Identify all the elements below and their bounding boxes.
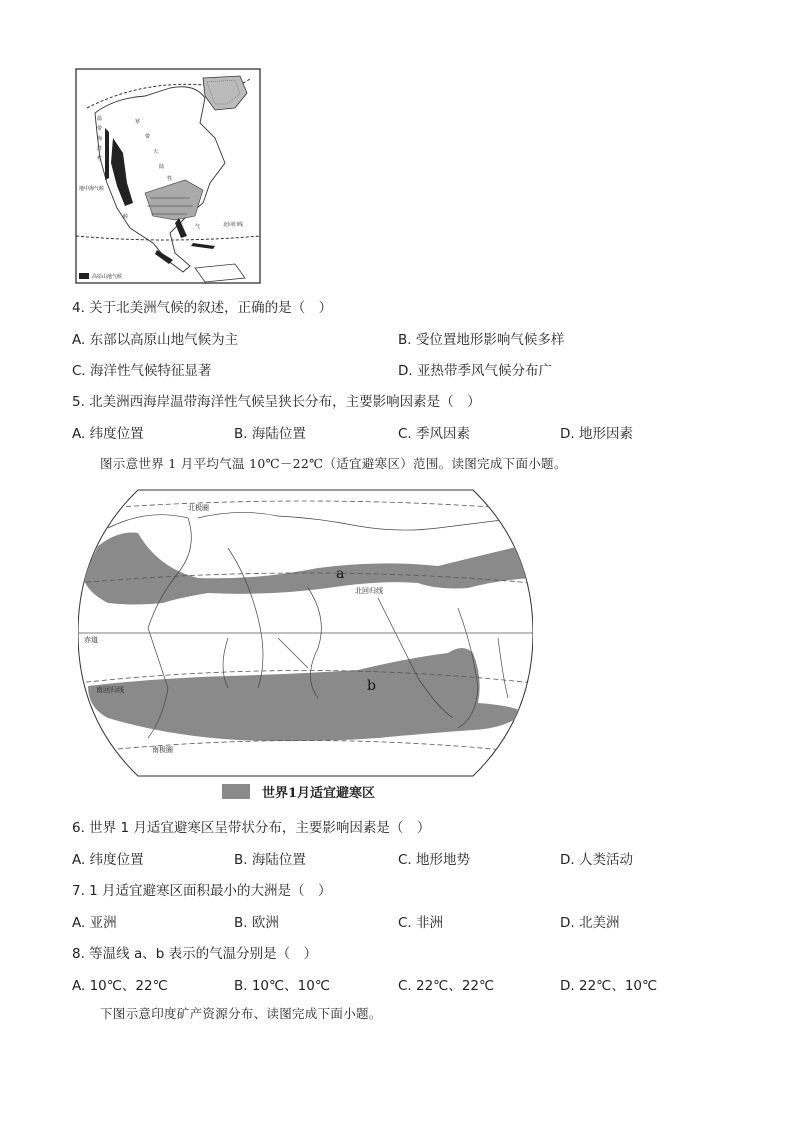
question-7-stem: 7. 1 月适宜避寒区面积最小的大洲是（ ） [72, 883, 332, 899]
question-4-option-b[interactable]: B. 受位置地形影响气候多样 [398, 332, 565, 348]
na-tropic-label: 北回归线 [223, 222, 244, 228]
isotherm-a-label: a [336, 566, 345, 582]
question-6-option-b[interactable]: B. 海陆位置 [234, 852, 306, 868]
question-7-option-b[interactable]: B. 欧洲 [234, 915, 279, 931]
legend-swatch [222, 784, 250, 799]
arctic-circle-label: 北极圈 [188, 504, 209, 512]
svg-text:海: 海 [97, 136, 103, 142]
question-6-option-a[interactable]: A. 纬度位置 [72, 852, 144, 868]
question-4-option-a[interactable]: A. 东部以高原山地气候为主 [72, 332, 239, 348]
question-5-option-b[interactable]: B. 海陆位置 [234, 426, 306, 442]
question-4-option-c[interactable]: C. 海洋性气候特征显著 [72, 363, 212, 379]
question-7-option-a[interactable]: A. 亚洲 [72, 915, 117, 931]
question-8-stem: 8. 等温线 a、b 表示的气温分别是（ ） [72, 946, 318, 962]
question-8-option-c[interactable]: C. 22℃、22℃ [398, 978, 495, 994]
world-map-intro: 图示意世界 1 月平均气温 10℃－22℃（适宜避寒区）范围。读图完成下面小题。 [100, 456, 567, 471]
legend-label: 世界1月适宜避寒区 [262, 786, 376, 801]
question-6-stem: 6. 世界 1 月适宜避寒区呈带状分布，主要影响因素是（ ） [72, 820, 431, 836]
svg-text:带: 带 [97, 126, 103, 132]
world-climate-map [78, 488, 533, 778]
na-legend-label: 高原山地气候 [92, 274, 123, 280]
antarctic-circle-label: 南极圈 [152, 746, 173, 754]
question-8-option-d[interactable]: D. 22℃、10℃ [560, 978, 658, 994]
svg-text:带: 带 [145, 134, 151, 140]
question-6-option-d[interactable]: D. 人类活动 [560, 852, 633, 868]
mediterranean-label: 地中海气候 [79, 186, 105, 192]
question-5-option-c[interactable]: C. 季风因素 [398, 426, 471, 442]
question-8-option-b[interactable]: B. 10℃、10℃ [234, 978, 331, 994]
question-5-stem: 5. 北美洲西海岸温带海洋性气候呈狭长分布，主要影响因素是（ ） [72, 394, 481, 410]
svg-text:洋: 洋 [97, 146, 103, 152]
question-7-option-d[interactable]: D. 北美洲 [560, 915, 620, 931]
question-8-option-a[interactable]: A. 10℃、22℃ [72, 978, 168, 994]
india-map-intro: 下图示意印度矿产资源分布、读图完成下面小题。 [100, 1006, 382, 1021]
tropic-north-label: 北回归线 [355, 587, 383, 595]
svg-text:陆: 陆 [159, 164, 165, 170]
north-america-climate-map [75, 68, 261, 284]
tropic-south-label: 南回归线 [96, 686, 124, 694]
svg-text:候: 候 [123, 214, 129, 220]
question-6-option-c[interactable]: C. 地形地势 [398, 852, 471, 868]
svg-text:气: 气 [195, 224, 201, 230]
svg-text:大: 大 [153, 149, 159, 155]
question-4-stem: 4. 关于北美洲气候的叙述，正确的是（ ） [72, 300, 333, 316]
question-5-option-d[interactable]: D. 地形因素 [560, 426, 633, 442]
question-5-option-a[interactable]: A. 纬度位置 [72, 426, 144, 442]
question-7-option-c[interactable]: C. 非洲 [398, 915, 444, 931]
svg-text:性: 性 [97, 156, 103, 162]
svg-text:温: 温 [97, 116, 103, 122]
question-4-option-d[interactable]: D. 亚热带季风气候分布广 [398, 363, 552, 379]
svg-text:性: 性 [167, 176, 173, 182]
equator-label: 赤道 [84, 636, 98, 644]
isotherm-b-label: b [367, 678, 376, 694]
svg-text:寒: 寒 [135, 119, 141, 125]
world-map-legend [222, 782, 375, 801]
